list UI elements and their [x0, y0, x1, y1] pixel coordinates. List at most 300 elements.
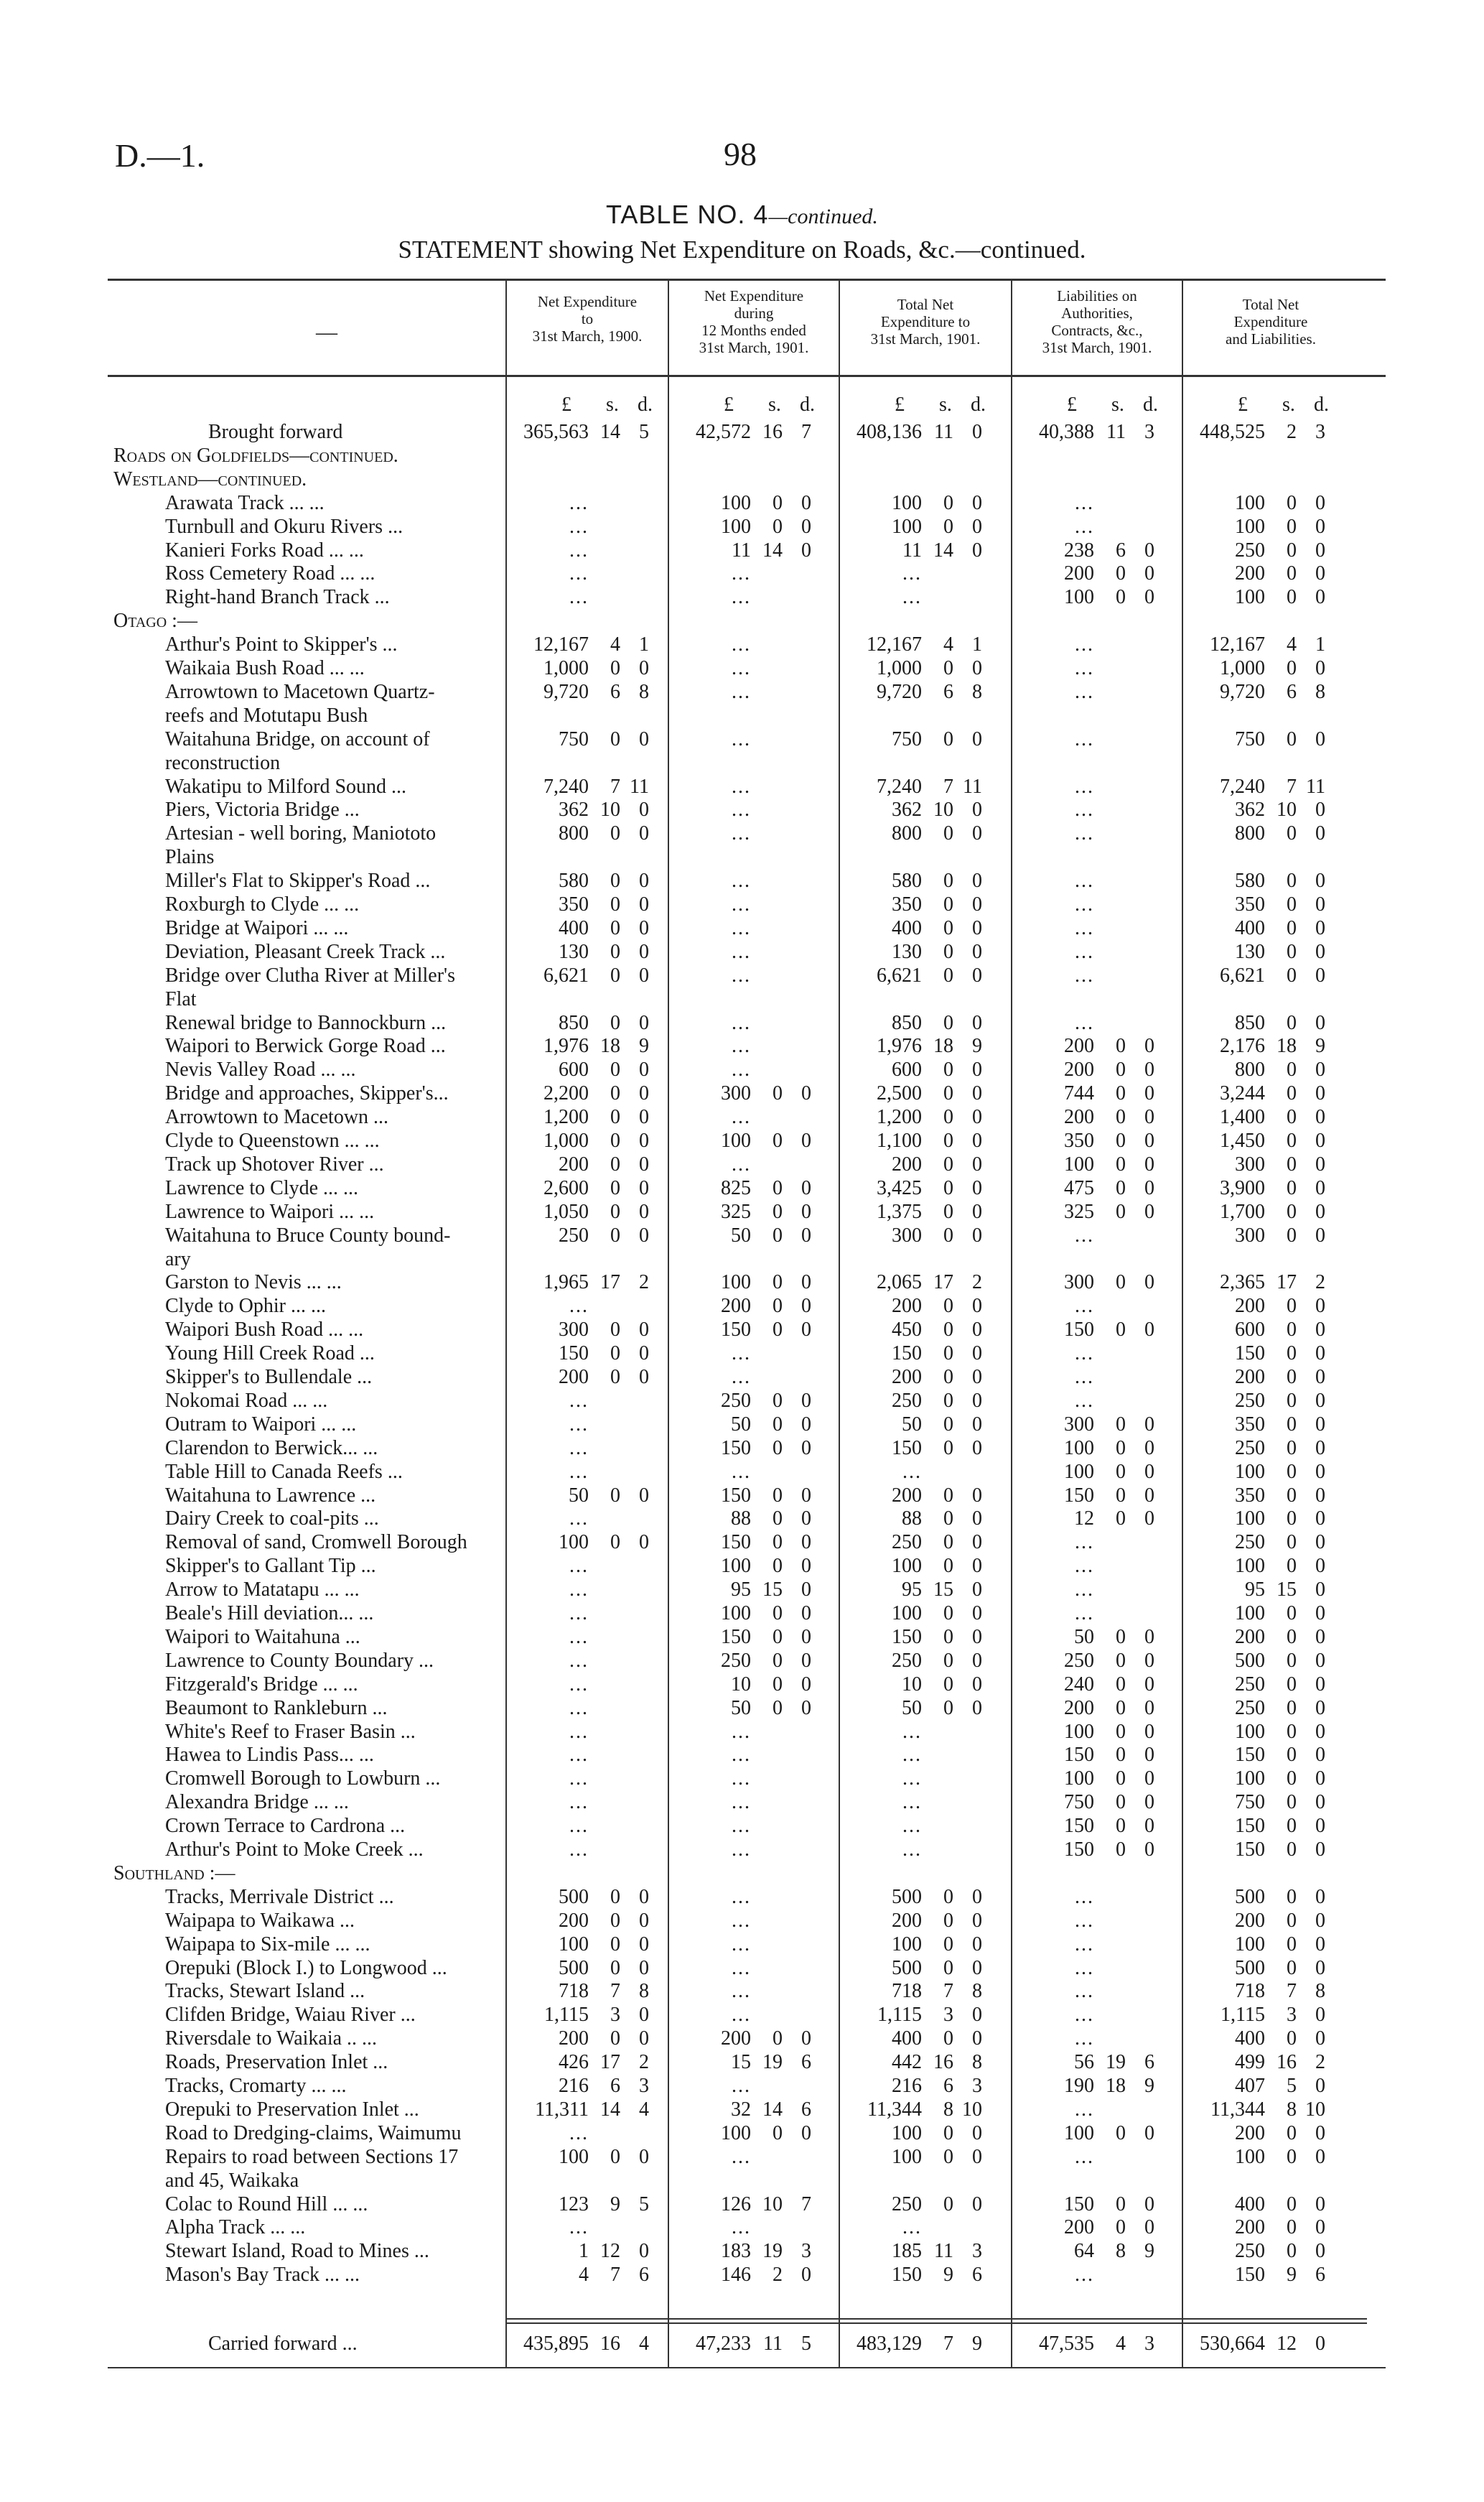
pounds: 100 [1235, 1507, 1265, 1530]
pence: 0 [1144, 1201, 1154, 1223]
pounds: 718 [1235, 1980, 1265, 2002]
table-row [0, 516, 1484, 539]
shillings: 0 [943, 1153, 953, 1176]
pence: 0 [1315, 2122, 1325, 2144]
pence: 0 [1144, 1153, 1154, 1176]
amount-cell [673, 776, 751, 799]
amount-cell [1187, 1626, 1325, 1649]
table-row [0, 704, 1484, 728]
nil-marker: ... [569, 539, 589, 562]
shillings: 0 [773, 1531, 783, 1553]
nil-marker: ... [732, 1153, 751, 1176]
pence: 0 [972, 1507, 982, 1530]
pence: 9 [972, 1035, 982, 1057]
amount-cell [1017, 1271, 1154, 1294]
pence: 9 [1315, 1035, 1325, 1057]
row-label: Nevis Valley Road ... ... [165, 1059, 356, 1081]
pence: 7 [801, 421, 811, 443]
pence: 0 [972, 1673, 982, 1696]
amount-cell [1187, 1437, 1325, 1460]
amount-cell [511, 1578, 589, 1601]
pounds: 146 [721, 2264, 751, 2286]
pence: 2 [972, 1271, 982, 1293]
row-label: Road to Dredging-claims, Waimumu [165, 2122, 462, 2144]
shillings: 4 [610, 633, 620, 656]
amount-cell [673, 1815, 751, 1838]
pounds: 100 [892, 2146, 922, 2168]
row-label: Ross Cemetery Road ... ... [165, 562, 375, 585]
amount-cell [511, 728, 649, 751]
row-label: Waipori to Waitahuna ... [165, 1626, 360, 1648]
pounds: 200 [721, 2027, 751, 2050]
pence: 0 [972, 1933, 982, 1955]
pence: 0 [1315, 1815, 1325, 1837]
amount-cell [1187, 1578, 1325, 1601]
table-row [0, 633, 1484, 657]
nil-marker: ... [732, 681, 751, 703]
amount-cell [673, 1461, 751, 1484]
shillings: 0 [610, 1910, 620, 1932]
row-label: Roads, Preservation Inlet ... [165, 2051, 388, 2073]
pence: 0 [972, 1484, 982, 1507]
pounds: 9,720 [543, 681, 589, 703]
pounds: 64 [1074, 2240, 1094, 2262]
col-head-5-line: Total Net [1242, 296, 1299, 313]
amount-cell [1187, 2333, 1325, 2355]
nil-marker: ... [569, 1721, 589, 1743]
amount-cell [1187, 1319, 1325, 1341]
amount-cell [1017, 2193, 1154, 2216]
table-row [0, 2240, 1484, 2264]
shillings: 0 [943, 1059, 953, 1081]
pence: 0 [1315, 1224, 1325, 1247]
amount-cell [1017, 2122, 1154, 2145]
pence: 0 [972, 1626, 982, 1648]
table-row [0, 1507, 1484, 1531]
row-label: Arrowtown to Macetown Quartz- [165, 681, 435, 703]
amount-cell [673, 586, 751, 609]
pounds: 250 [892, 1390, 922, 1412]
pence: 0 [639, 822, 649, 845]
pounds: 1,400 [1220, 1106, 1265, 1128]
pounds: 500 [1235, 1650, 1265, 1672]
shillings: 7 [943, 2333, 953, 2355]
amount-cell [673, 941, 751, 964]
shillings: 0 [1116, 1815, 1126, 1837]
pence: 0 [1315, 917, 1325, 939]
nil-marker: ... [732, 728, 751, 750]
pence: 0 [1144, 1106, 1154, 1128]
shillings: 7 [610, 1980, 620, 2002]
nil-marker: ... [569, 1815, 589, 1837]
shillings: 0 [943, 1886, 953, 1908]
pounds: 150 [892, 1626, 922, 1648]
shillings: 0 [610, 1342, 620, 1364]
nil-marker: ... [1075, 1012, 1094, 1034]
pounds: 50 [731, 1413, 751, 1436]
shillings: 15 [762, 1578, 783, 1601]
pence: 0 [639, 799, 649, 821]
pounds: 200 [559, 1153, 589, 1176]
nil-marker: ... [1075, 1957, 1094, 1979]
amount-cell [844, 776, 982, 799]
pence: 0 [639, 1201, 649, 1223]
nil-marker: ... [732, 1815, 751, 1837]
nil-marker: ... [1075, 2146, 1094, 2168]
nil-marker: ... [1075, 657, 1094, 679]
amount-cell [844, 1886, 982, 1909]
nil-marker: ... [902, 1815, 922, 1837]
pounds: 50 [902, 1413, 922, 1436]
amount-cell [511, 1035, 649, 1058]
amount-cell [673, 964, 751, 987]
amount-cell [673, 2333, 811, 2355]
shilling-label: s. [768, 394, 781, 416]
amount-cell [511, 2004, 649, 2027]
pounds: 400 [892, 2027, 922, 2050]
col-head-4-line: Contracts, &c., [1051, 322, 1143, 339]
series-code: D.—1. [115, 137, 205, 174]
amount-cell [844, 2146, 982, 2169]
pounds: 100 [892, 516, 922, 538]
amount-cell [1017, 633, 1094, 656]
row-label: reconstruction [165, 752, 281, 774]
pounds: 95 [731, 1578, 751, 1601]
table-row [0, 1177, 1484, 1201]
pence: 0 [1315, 1130, 1325, 1152]
pounds: 1,115 [544, 2004, 589, 2026]
amount-cell [1017, 1531, 1094, 1554]
amount-cell [844, 1461, 922, 1484]
amount-cell [844, 1177, 982, 1200]
row-label: Colac to Round Hill ... ... [165, 2193, 368, 2215]
nil-marker: ... [1075, 681, 1094, 703]
amount-cell [844, 2333, 982, 2355]
pence: 2 [1315, 2051, 1325, 2073]
amount-cell [844, 1390, 982, 1413]
pounds: 800 [892, 822, 922, 845]
amount-cell [844, 1059, 982, 1082]
pounds: 850 [559, 1012, 589, 1034]
pounds: 238 [1064, 539, 1094, 562]
col-head-3-line: 31st March, 1901. [870, 330, 981, 348]
amount-cell [511, 1555, 589, 1578]
pounds: 150 [1235, 1838, 1265, 1861]
pound-label: £ [561, 394, 571, 416]
table-row [0, 421, 1484, 445]
shillings: 0 [943, 516, 953, 538]
pounds: 150 [892, 1437, 922, 1459]
row-label: Flat [165, 988, 197, 1010]
row-label: Lawrence to Clyde ... ... [165, 1177, 359, 1199]
pounds: 100 [1235, 2146, 1265, 2168]
shillings: 0 [1287, 1366, 1297, 1388]
row-label: Hawea to Lindis Pass... ... [165, 1744, 374, 1766]
shilling-label: s. [1111, 394, 1124, 416]
amount-cell [673, 1059, 751, 1082]
shillings: 0 [1287, 1886, 1297, 1908]
table-row [0, 1437, 1484, 1461]
row-label: Skipper's to Bullendale ... [165, 1366, 373, 1388]
amount-cell [1187, 516, 1325, 539]
amount-cell [1187, 2146, 1325, 2169]
shillings: 0 [943, 1390, 953, 1412]
table-row [0, 1248, 1484, 1272]
pence: 0 [972, 1106, 982, 1128]
amount-cell [1017, 1673, 1154, 1696]
shillings: 19 [1106, 2051, 1126, 2073]
amount-cell [844, 2216, 922, 2239]
pounds: 7,240 [543, 776, 589, 798]
pence: 0 [639, 964, 649, 987]
row-label: Orepuki to Preservation Inlet ... [165, 2098, 419, 2121]
nil-marker: ... [569, 562, 589, 585]
row-label: Mason's Bay Track ... ... [165, 2264, 360, 2286]
table-row [0, 2004, 1484, 2027]
shillings: 0 [773, 1626, 783, 1648]
shillings: 0 [610, 1177, 620, 1199]
pound-label: £ [895, 394, 905, 416]
col-head-1 [508, 293, 666, 345]
amount-cell [1187, 1507, 1325, 1530]
amount-cell [511, 1461, 589, 1484]
amount-cell [844, 492, 982, 515]
amount-cell [511, 1697, 589, 1720]
shillings: 12 [1277, 2333, 1297, 2355]
amount-cell [511, 1342, 649, 1365]
shillings: 18 [600, 1035, 620, 1057]
pence: 0 [1315, 870, 1325, 892]
amount-cell [511, 1721, 589, 1744]
pounds: 825 [721, 1177, 751, 1199]
pence: 0 [801, 1271, 811, 1293]
pence: 4 [639, 2333, 649, 2355]
amount-cell [844, 2004, 982, 2027]
row-label: Removal of sand, Cromwell Borough [165, 1531, 467, 1553]
nil-marker: ... [902, 1721, 922, 1743]
amount-cell [844, 1437, 982, 1460]
shillings: 16 [933, 2051, 953, 2073]
shillings: 18 [1106, 2075, 1126, 2097]
pence: 0 [1315, 1461, 1325, 1483]
pence: 0 [639, 2004, 649, 2026]
amount-cell [844, 1295, 982, 1318]
pounds: 150 [892, 2264, 922, 2286]
table-row [0, 2051, 1484, 2075]
amount-cell [673, 822, 751, 845]
table-row [0, 1721, 1484, 1744]
amount-cell [511, 1886, 649, 1909]
pence: 3 [1315, 421, 1325, 443]
pence: 0 [972, 1319, 982, 1341]
nil-marker: ... [569, 1626, 589, 1648]
amount-cell [844, 1153, 982, 1176]
amount-cell [511, 893, 649, 916]
nil-marker: ... [569, 1602, 589, 1624]
pounds: 350 [1064, 1130, 1094, 1152]
pence: 0 [1315, 2240, 1325, 2262]
pounds: 200 [1064, 562, 1094, 585]
amount-cell [511, 776, 649, 799]
shillings: 11 [763, 2333, 783, 2355]
shillings: 0 [943, 1507, 953, 1530]
nil-marker: ... [1075, 893, 1094, 916]
pence: 0 [1315, 2075, 1325, 2097]
amount-cell [844, 1578, 982, 1601]
shillings: 0 [1116, 1153, 1126, 1176]
amount-cell [511, 1838, 589, 1861]
shillings: 0 [943, 1319, 953, 1341]
pounds: 216 [559, 2075, 589, 2097]
pounds: 1,976 [543, 1035, 589, 1057]
pounds: 1,115 [877, 2004, 922, 2026]
shillings: 15 [1277, 1578, 1297, 1601]
table-row [0, 1910, 1484, 1933]
amount-cell [1017, 1555, 1094, 1578]
table-row [0, 822, 1484, 846]
pounds: 12,167 [533, 633, 589, 656]
shillings: 8 [943, 2098, 953, 2121]
pounds: 100 [1235, 1461, 1265, 1483]
shillings: 12 [600, 2240, 620, 2262]
shillings: 0 [1287, 1650, 1297, 1672]
pence: 0 [639, 1319, 649, 1341]
shillings: 0 [773, 1224, 783, 1247]
shillings: 0 [943, 1366, 953, 1388]
amount-cell [511, 917, 649, 940]
shillings: 0 [1116, 1461, 1126, 1483]
nil-marker: ... [732, 964, 751, 987]
table-row [0, 2264, 1484, 2287]
pounds: 100 [1235, 1721, 1265, 1743]
row-label: Repairs to road between Sections 17 [165, 2146, 459, 2168]
amount-cell [673, 1626, 811, 1649]
row-label: Young Hill Creek Road ... [165, 1342, 375, 1364]
pounds: 100 [1235, 1602, 1265, 1624]
pence: 0 [801, 2264, 811, 2286]
nil-marker: ... [1075, 2004, 1094, 2026]
shillings: 0 [773, 1437, 783, 1459]
shillings: 0 [773, 2122, 783, 2144]
pounds: 435,895 [523, 2333, 589, 2355]
amount-cell [673, 633, 751, 656]
amount-cell [1187, 681, 1325, 704]
nil-marker: ... [1075, 1886, 1094, 1908]
amount-cell [844, 1342, 982, 1365]
pounds: 100 [1064, 2122, 1094, 2144]
pounds: 250 [1235, 2240, 1265, 2262]
pence: 0 [1315, 1295, 1325, 1317]
amount-cell [1187, 1035, 1325, 1058]
amount-cell [1017, 2333, 1154, 2355]
table-row [0, 1673, 1484, 1697]
amount-cell [511, 2264, 649, 2287]
nil-marker: ... [732, 1767, 751, 1790]
amount-cell [1017, 1130, 1154, 1153]
row-label: Fitzgerald's Bridge ... ... [165, 1673, 358, 1696]
shillings: 11 [934, 2240, 953, 2262]
pence: 0 [972, 1886, 982, 1908]
pounds: 150 [1235, 1342, 1265, 1364]
pounds: 100 [1064, 1153, 1094, 1176]
amount-cell [1017, 728, 1094, 751]
pounds: 4 [579, 2264, 589, 2286]
pounds: 100 [559, 1933, 589, 1955]
amount-cell [673, 1791, 751, 1814]
nil-marker: ... [569, 1507, 589, 1530]
pounds: 100 [721, 2122, 751, 2144]
amount-cell [511, 516, 589, 539]
pounds: 500 [1235, 1886, 1265, 1908]
pence: 0 [1144, 1838, 1154, 1861]
shillings: 2 [1287, 421, 1297, 443]
shillings: 0 [1116, 2193, 1126, 2215]
pounds: 718 [892, 1980, 922, 2002]
pounds: 150 [1064, 1838, 1094, 1861]
shillings: 0 [1287, 1224, 1297, 1247]
col-head-4-line: 31st March, 1901. [1042, 339, 1152, 356]
pence: 0 [639, 1484, 649, 1507]
table-row [0, 870, 1484, 893]
pence: 0 [1315, 1791, 1325, 1813]
pounds: 580 [559, 870, 589, 892]
pence: 0 [972, 1578, 982, 1601]
nil-marker: ... [1075, 1933, 1094, 1955]
pence: 0 [801, 516, 811, 538]
nil-marker: ... [732, 1721, 751, 1743]
pounds: 362 [1235, 799, 1265, 821]
pounds: 7,240 [1220, 776, 1265, 798]
amount-cell [1017, 1650, 1154, 1673]
shillings: 0 [1116, 1721, 1126, 1743]
pence: 0 [1315, 586, 1325, 608]
amount-cell [511, 421, 649, 444]
amount-cell [844, 1271, 982, 1294]
table-row [0, 1295, 1484, 1319]
nil-marker: ... [1075, 964, 1094, 987]
pounds: 200 [1064, 2216, 1094, 2238]
pence: 0 [1315, 1106, 1325, 1128]
pence: 0 [639, 1153, 649, 1176]
pounds: 100 [892, 1602, 922, 1624]
pounds: 850 [1235, 1012, 1265, 1034]
shillings: 0 [1287, 1531, 1297, 1553]
pence: 9 [972, 2333, 982, 2355]
shillings: 0 [943, 2193, 953, 2215]
amount-cell [511, 1224, 649, 1247]
shillings: 0 [1116, 1106, 1126, 1128]
shillings: 0 [1287, 1507, 1297, 1530]
shillings: 0 [1287, 1767, 1297, 1790]
amount-cell [511, 1484, 649, 1507]
pence: 8 [972, 2051, 982, 2073]
shillings: 0 [1116, 1319, 1126, 1341]
shillings: 5 [1287, 2075, 1297, 2097]
amount-cell [1017, 2098, 1094, 2121]
nil-marker: ... [1075, 1224, 1094, 1247]
amount-cell [1017, 1957, 1094, 1980]
pounds: 499 [1235, 2051, 1265, 2073]
amount-cell [1017, 2264, 1094, 2287]
pence: 0 [1315, 1507, 1325, 1530]
amount-cell [511, 2240, 649, 2263]
shillings: 0 [943, 1555, 953, 1577]
pounds: 200 [1235, 562, 1265, 585]
pounds: 7,240 [877, 776, 922, 798]
table-row [0, 1106, 1484, 1130]
pounds: 150 [1064, 1815, 1094, 1837]
table-row [0, 1201, 1484, 1224]
